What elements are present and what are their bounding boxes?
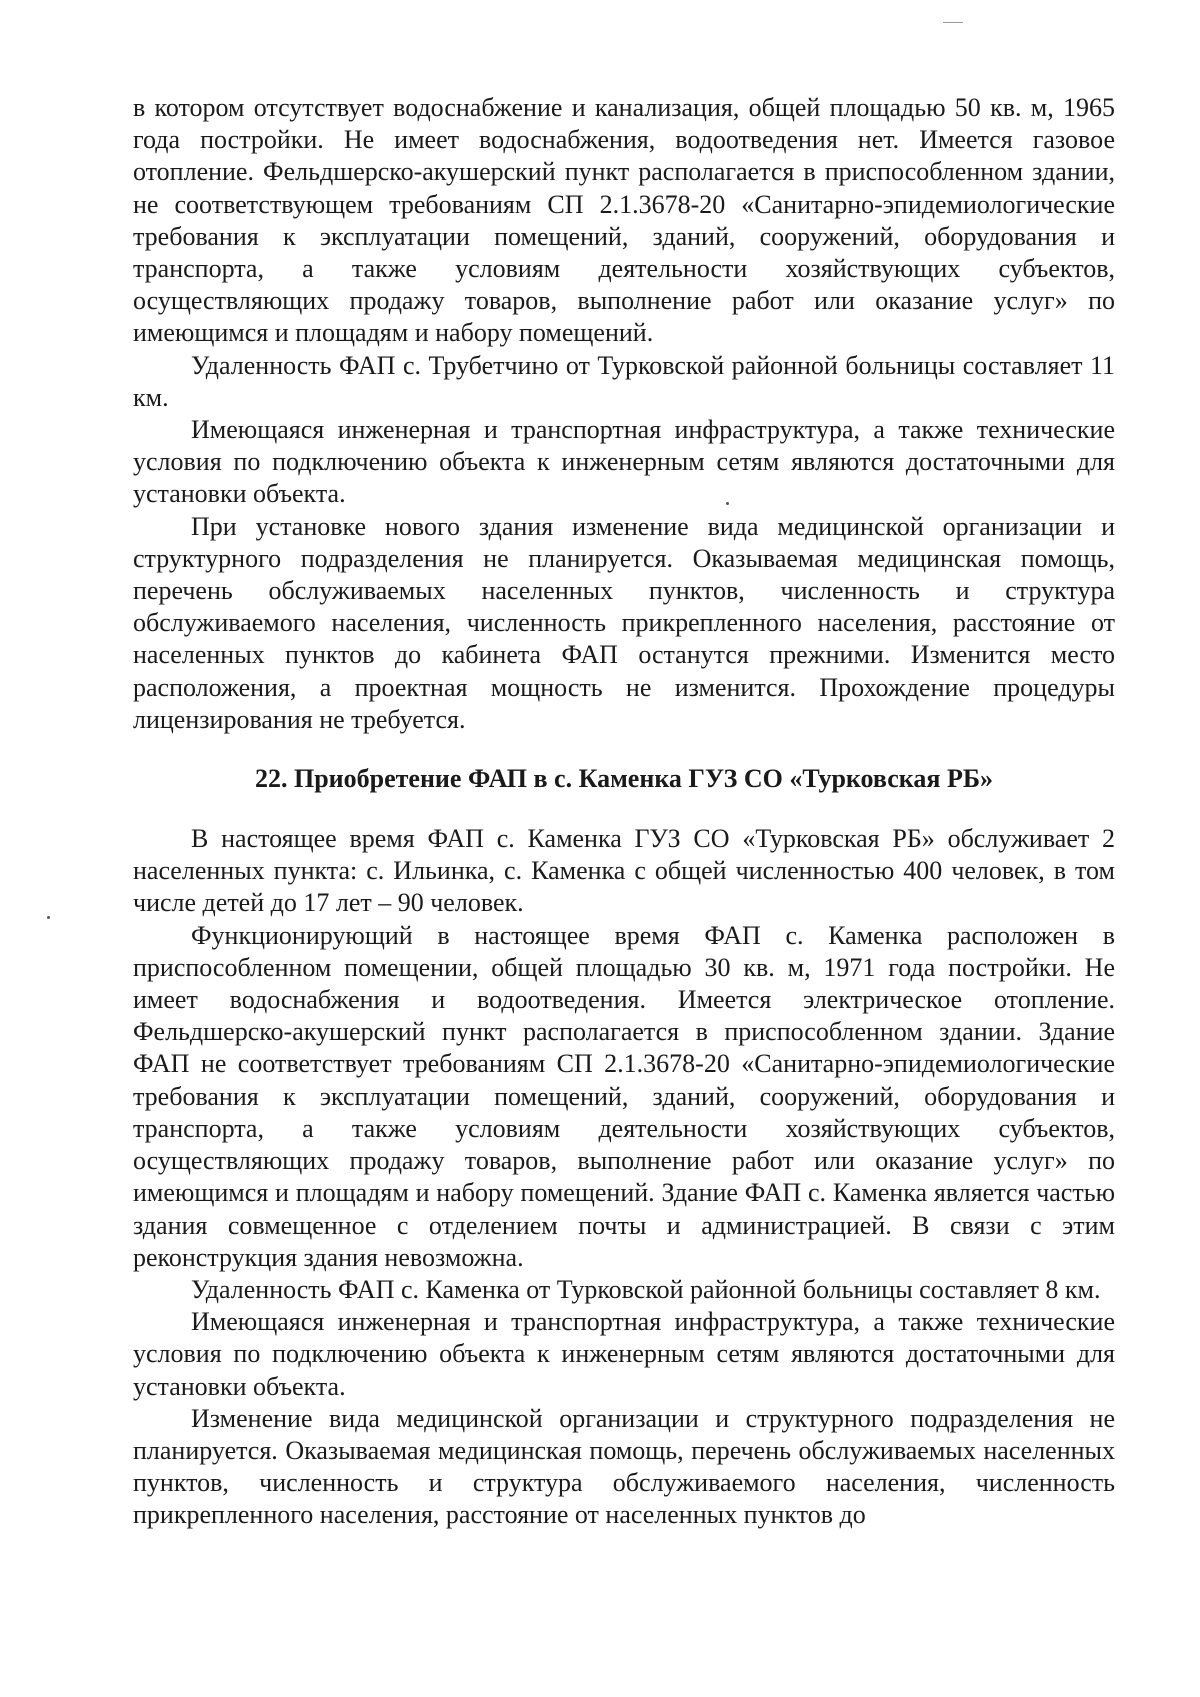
paragraph-kamenka-distance: Удаленность ФАП с. Каменка от Турковской районной больницы составляет 8 км.	[191, 1274, 1101, 1304]
scan-speck	[726, 502, 729, 505]
paragraph-installation-trubetchino: При установке нового здания изменение вида медицинской организации и структурного подразделения не планируется. Оказываемая медицинская помощь, перечень обслуживаемых населенных пунктов, численность и структура обслуживаемого населения, численность прикрепленного населения, расстояние от населенных пунктов до кабинета ФАП останутся прежними. Изменится место расположения, а проектная мощность не изменится. Прохождение процедуры лицензирования не требуется.	[133, 511, 1115, 734]
paragraph-kamenka-building: Функционирующий в настоящее время ФАП с. Каменка расположен в приспособленном помещении, общей площадью 30 кв. м, 1971 года постройки. Не имеет водоснабжения и водоотведения. Имеется электрическое отопление. Фельдшерско-акушерский пункт располагается в приспособленном здании. Здание ФАП не соответствует требованиям СП 2.1.3678-20 «Санитарно-эпидемиологические требования к эксплуатации помещений, зданий, сооружений, оборудования и транспорта, а также условиям деятельности хозяйствующих субъектов, осуществляющих продажу товаров, выполнение работ или оказание услуг» по имеющимся и площадям и набору помещений. Здание ФАП с. Каменка является частью здания совмещенное с отделением почты и администрацией. В связи с этим реконструкция здания невозможна.	[133, 920, 1115, 1272]
page-number-dash	[943, 22, 963, 23]
paragraph-kamenka-service: В настоящее время ФАП с. Каменка ГУЗ СО «Турковская РБ» обслуживает 2 населенных пункта: с. Ильинка, с. Каменка с общей численностью 400 человек, в том числе детей до 17 лет – 90 человек.	[133, 824, 1115, 918]
document-page	[133, 92, 1115, 1532]
paragraph-continuation: в котором отсутствует водоснабжение и канализация, общей площадью 50 кв. м, 1965 года постройки. Не имеет водоснабжения, водоотведения нет. Имеется газовое отопление. Фельдшерско-акушерский пункт располагается в приспособленном здании, не соответствующем требованиям СП 2.1.3678-20 «Санитарно-эпидемиологические требования к эксплуатации помещений, зданий, сооружений, оборудования и транспорта, а также условиям деятельности хозяйствующих субъектов, осуществляющих продажу товаров, выполнение работ или оказание услуг» по имеющимся и площадям и набору помещений.	[133, 93, 1115, 348]
paragraph-infrastructure-trubetchino: Имеющаяся инженерная и транспортная инфраструктура, а также технические условия по подключению объекта к инженерным сетям являются достаточными для установки объекта.	[133, 415, 1115, 509]
scan-speck	[47, 916, 50, 919]
paragraph-kamenka-changes: Изменение вида медицинской организации и структурного подразделения не планируется. Оказываемая медицинская помощь, перечень обслуживаемых населенных пунктов, численность и структура обслуживаемого населения, численность прикрепленного населения, расстояние от населенных пунктов до	[133, 1403, 1115, 1530]
paragraph-distance-trubetchino: Удаленность ФАП с. Трубетчино от Турковской районной больницы составляет 11 км.	[133, 350, 1115, 412]
paragraph-kamenka-infrastructure: Имеющаяся инженерная и транспортная инфраструктура, а также технические условия по подключению объекта к инженерным сетям являются достаточными для установки объекта.	[133, 1307, 1115, 1401]
section-heading-22: 22. Приобретение ФАП в с. Каменка ГУЗ СО «Турковская РБ»	[254, 764, 994, 794]
